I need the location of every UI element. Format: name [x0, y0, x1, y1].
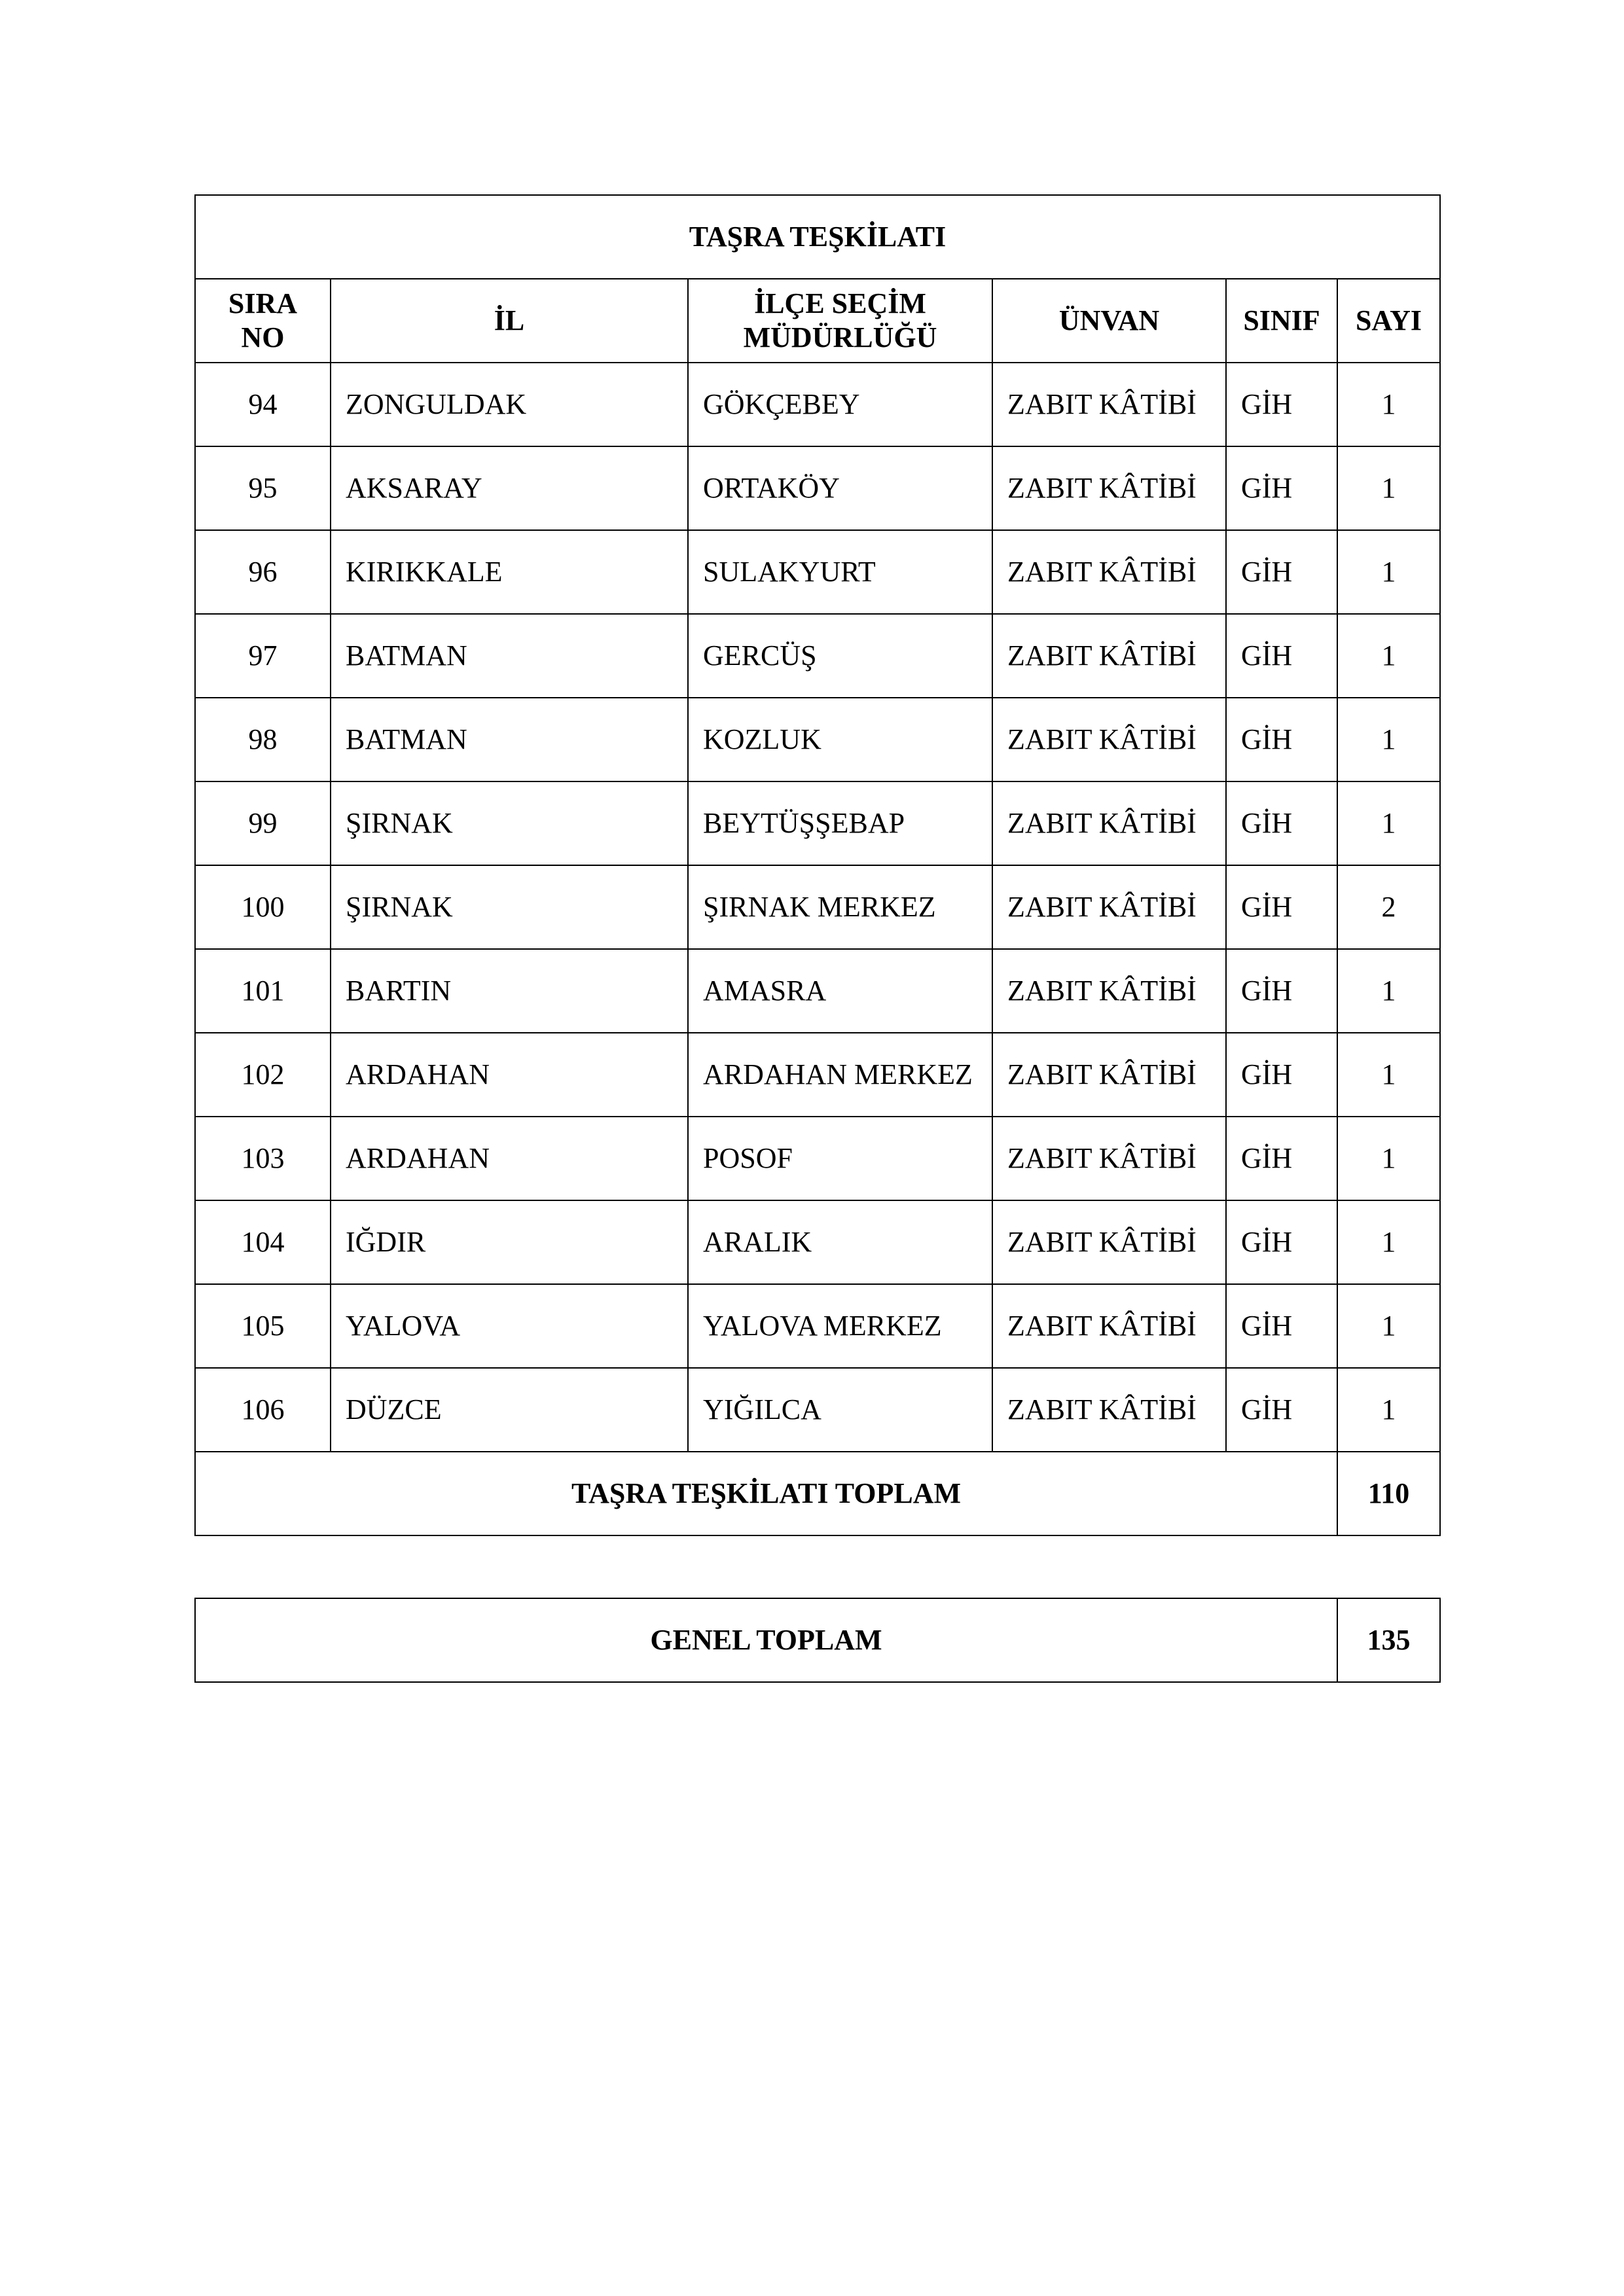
- cell-il: DÜZCE: [331, 1368, 688, 1452]
- total-row: [195, 1452, 1440, 1535]
- cell-sinif: GİH: [1226, 949, 1337, 1033]
- cell-sayi: 1: [1337, 781, 1440, 865]
- cell-sira-no: 102: [195, 1033, 331, 1117]
- cell-il: BATMAN: [331, 614, 688, 698]
- header-sira-no: SIRA NO: [195, 279, 331, 363]
- cell-sira-no: 94: [195, 363, 331, 446]
- cell-unvan: ZABIT KÂTİBİ: [992, 1368, 1226, 1452]
- table-row: [195, 363, 1440, 446]
- cell-ilce: YALOVA MERKEZ: [688, 1284, 992, 1368]
- cell-sinif: GİH: [1226, 1368, 1337, 1452]
- header-il: İL: [331, 279, 688, 363]
- cell-unvan: ZABIT KÂTİBİ: [992, 1284, 1226, 1368]
- header-sayi: SAYI: [1337, 279, 1440, 363]
- cell-sinif: GİH: [1226, 1284, 1337, 1368]
- cell-sayi: 2: [1337, 865, 1440, 949]
- table-row: [195, 1368, 1440, 1452]
- cell-sayi: 1: [1337, 1117, 1440, 1200]
- total-label: TAŞRA TEŞKİLATI TOPLAM: [195, 1452, 1337, 1535]
- table-header-row: [195, 279, 1440, 363]
- cell-sira-no: 97: [195, 614, 331, 698]
- header-sinif: SINIF: [1226, 279, 1337, 363]
- cell-sayi: 1: [1337, 446, 1440, 530]
- cell-il: ŞIRNAK: [331, 781, 688, 865]
- table-row: [195, 1200, 1440, 1284]
- table-row: [195, 781, 1440, 865]
- genel-toplam-table: [194, 1598, 1441, 1683]
- table-row: [195, 1284, 1440, 1368]
- cell-ilce: POSOF: [688, 1117, 992, 1200]
- table-row: [195, 446, 1440, 530]
- header-ilce-secim-mudurlugu: İLÇE SEÇİM MÜDÜRLÜĞÜ: [688, 279, 992, 363]
- table-title-row: [195, 195, 1440, 279]
- cell-unvan: ZABIT KÂTİBİ: [992, 530, 1226, 614]
- cell-sayi: 1: [1337, 363, 1440, 446]
- table-row: [195, 530, 1440, 614]
- total-value: 110: [1337, 1452, 1440, 1535]
- cell-il: ZONGULDAK: [331, 363, 688, 446]
- cell-unvan: ZABIT KÂTİBİ: [992, 865, 1226, 949]
- cell-sinif: GİH: [1226, 781, 1337, 865]
- cell-sayi: 1: [1337, 949, 1440, 1033]
- cell-sinif: GİH: [1226, 614, 1337, 698]
- table-row: [195, 698, 1440, 781]
- cell-unvan: ZABIT KÂTİBİ: [992, 446, 1226, 530]
- genel-toplam-row: [195, 1598, 1440, 1682]
- cell-ilce: ARDAHAN MERKEZ: [688, 1033, 992, 1117]
- cell-sira-no: 105: [195, 1284, 331, 1368]
- cell-il: ARDAHAN: [331, 1033, 688, 1117]
- cell-sayi: 1: [1337, 1284, 1440, 1368]
- cell-unvan: ZABIT KÂTİBİ: [992, 1117, 1226, 1200]
- cell-sira-no: 106: [195, 1368, 331, 1452]
- cell-il: YALOVA: [331, 1284, 688, 1368]
- cell-ilce: SULAKYURT: [688, 530, 992, 614]
- cell-sinif: GİH: [1226, 446, 1337, 530]
- cell-unvan: ZABIT KÂTİBİ: [992, 1033, 1226, 1117]
- cell-sayi: 1: [1337, 1200, 1440, 1284]
- table-row: [195, 1033, 1440, 1117]
- cell-unvan: ZABIT KÂTİBİ: [992, 949, 1226, 1033]
- cell-sinif: GİH: [1226, 1200, 1337, 1284]
- cell-ilce: GERCÜŞ: [688, 614, 992, 698]
- cell-ilce: KOZLUK: [688, 698, 992, 781]
- cell-sira-no: 103: [195, 1117, 331, 1200]
- cell-sira-no: 100: [195, 865, 331, 949]
- cell-il: AKSARAY: [331, 446, 688, 530]
- cell-il: BARTIN: [331, 949, 688, 1033]
- cell-sayi: 1: [1337, 1033, 1440, 1117]
- cell-sira-no: 95: [195, 446, 331, 530]
- cell-il: BATMAN: [331, 698, 688, 781]
- cell-sinif: GİH: [1226, 530, 1337, 614]
- table-row: [195, 1117, 1440, 1200]
- cell-ilce: BEYTÜŞŞEBAP: [688, 781, 992, 865]
- cell-sira-no: 98: [195, 698, 331, 781]
- cell-sayi: 1: [1337, 698, 1440, 781]
- cell-sira-no: 99: [195, 781, 331, 865]
- cell-ilce: ARALIK: [688, 1200, 992, 1284]
- cell-unvan: ZABIT KÂTİBİ: [992, 363, 1226, 446]
- cell-sayi: 1: [1337, 1368, 1440, 1452]
- cell-sayi: 1: [1337, 614, 1440, 698]
- genel-toplam-value: 135: [1337, 1598, 1440, 1682]
- cell-ilce: GÖKÇEBEY: [688, 363, 992, 446]
- cell-ilce: YIĞILCA: [688, 1368, 992, 1452]
- cell-sira-no: 101: [195, 949, 331, 1033]
- cell-unvan: ZABIT KÂTİBİ: [992, 1200, 1226, 1284]
- table-row: [195, 614, 1440, 698]
- cell-sinif: GİH: [1226, 865, 1337, 949]
- cell-ilce: ŞIRNAK MERKEZ: [688, 865, 992, 949]
- table-title: TAŞRA TEŞKİLATI: [195, 195, 1440, 279]
- cell-unvan: ZABIT KÂTİBİ: [992, 614, 1226, 698]
- cell-il: ARDAHAN: [331, 1117, 688, 1200]
- cell-sinif: GİH: [1226, 698, 1337, 781]
- cell-il: KIRIKKALE: [331, 530, 688, 614]
- cell-ilce: ORTAKÖY: [688, 446, 992, 530]
- cell-sira-no: 96: [195, 530, 331, 614]
- cell-sinif: GİH: [1226, 363, 1337, 446]
- cell-unvan: ZABIT KÂTİBİ: [992, 698, 1226, 781]
- tasra-teskilati-table: [194, 194, 1441, 1536]
- cell-sira-no: 104: [195, 1200, 331, 1284]
- cell-unvan: ZABIT KÂTİBİ: [992, 781, 1226, 865]
- table-row: [195, 949, 1440, 1033]
- cell-ilce: AMASRA: [688, 949, 992, 1033]
- cell-sinif: GİH: [1226, 1117, 1337, 1200]
- header-unvan: ÜNVAN: [992, 279, 1226, 363]
- genel-toplam-label: GENEL TOPLAM: [195, 1598, 1337, 1682]
- cell-sayi: 1: [1337, 530, 1440, 614]
- cell-il: IĞDIR: [331, 1200, 688, 1284]
- cell-il: ŞIRNAK: [331, 865, 688, 949]
- cell-sinif: GİH: [1226, 1033, 1337, 1117]
- table-row: [195, 865, 1440, 949]
